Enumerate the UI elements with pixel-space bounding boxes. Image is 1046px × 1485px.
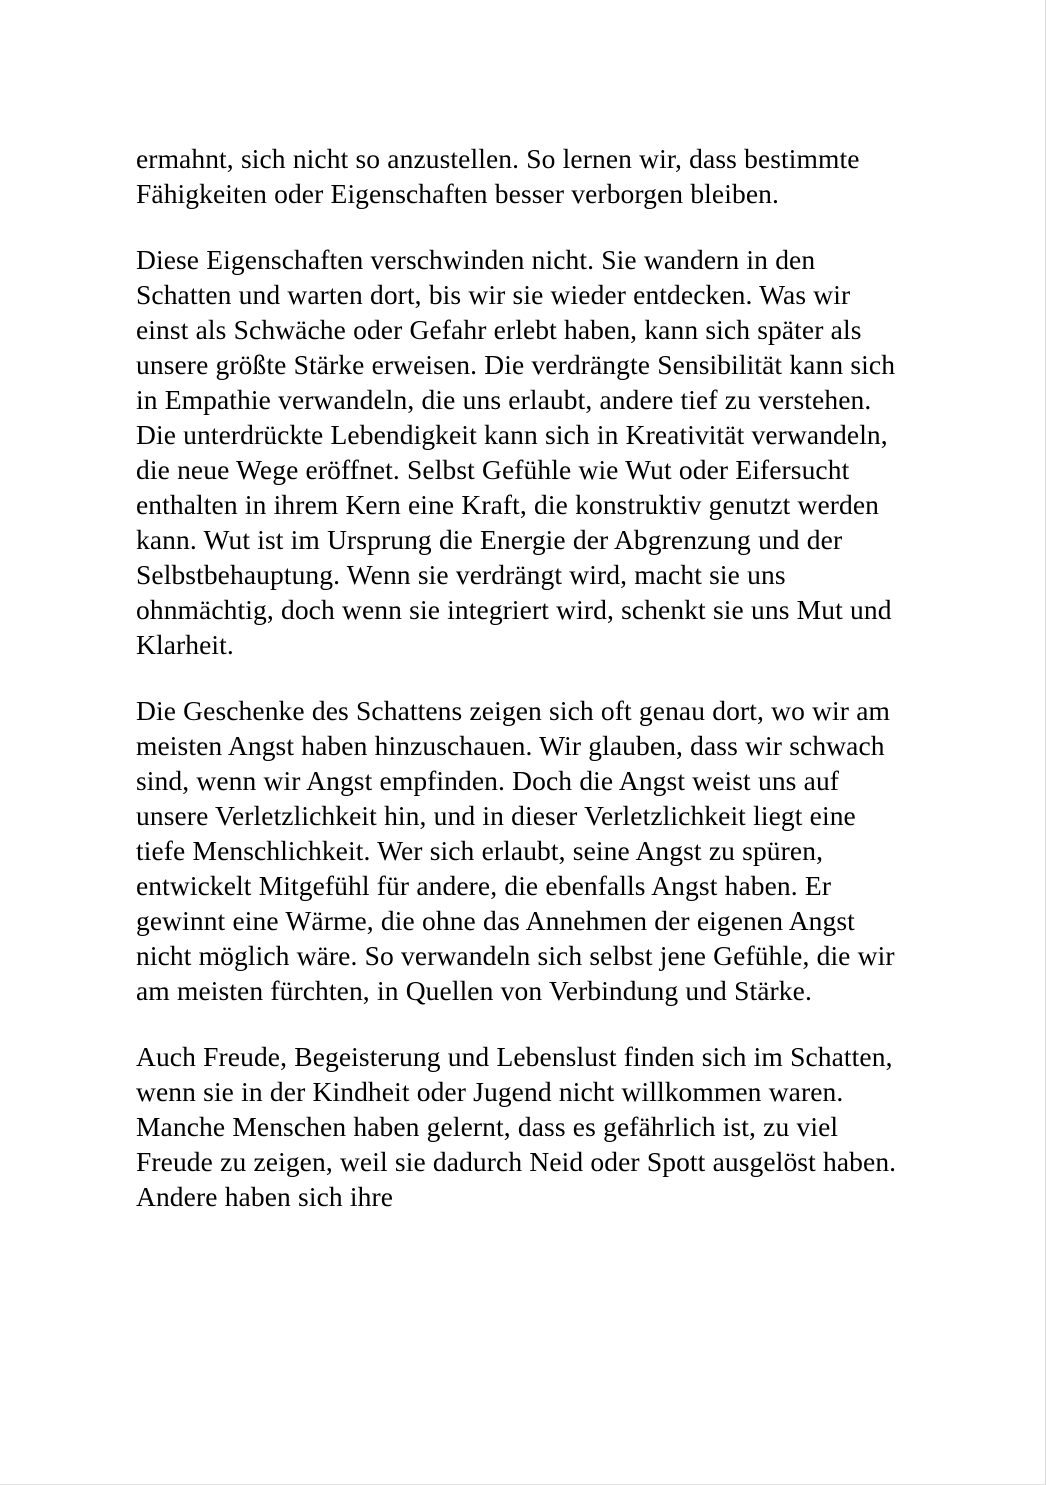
text-column: [136, 141, 908, 1214]
body-paragraph-2: Diese Eigenschaften verschwinden nicht. Sie wandern in den Schatten und warten dort, bis wir sie wieder entdecken. Was wir einst als Schwäche oder Gefahr erlebt haben, kann sich später als unsere größte Stärke erweisen. Die verdrängte Sensibilität kann sich in Empathie verwandeln, die uns erlaubt, andere tief zu verstehen. Die unterdrückte Lebendigkeit kann sich in Kreativität verwandeln, die neue Wege eröffnet. Selbst Gefühle wie Wut oder Eifersucht enthalten in ihrem Kern eine Kraft, die konstruktiv genutzt werden kann. Wut ist im Ursprung die Energie der Abgrenzung und der Selbstbehauptung. Wenn sie verdrängt wird, macht sie uns ohnmächtig, doch wenn sie integriert wird, schenkt sie uns Mut und Klarheit.: [136, 244, 896, 660]
body-paragraph-3: Die Geschenke des Schattens zeigen sich oft genau dort, wo wir am meisten Angst haben hinzuschauen. Wir glauben, dass wir schwach sind, wenn wir Angst empfinden. Doch die Angst weist uns auf unsere Verletzlichkeit hin, und in dieser Verletzlichkeit liegt eine tiefe Menschlichkeit. Wer sich erlaubt, seine Angst zu spüren, entwickelt Mitgefühl für andere, die ebenfalls Angst haben. Er gewinnt eine Wärme, die ohne das Annehmen der eigenen Angst nicht möglich wäre. So verwandeln sich selbst jene Gefühle, die wir am meisten fürchten, in Quellen von Verbindung und Stärke.: [136, 695, 895, 1006]
body-paragraph-1: ermahnt, sich nicht so anzustellen. So lernen wir, dass bestimmte Fähigkeiten oder Eigenschaften besser verborgen bleiben.: [136, 143, 860, 209]
body-paragraph-4: Auch Freude, Begeisterung und Lebenslust finden sich im Schatten, wenn sie in der Kindheit oder Jugend nicht willkommen waren. Manche Menschen haben gelernt, dass es gefährlich ist, zu viel Freude zu zeigen, weil sie dadurch Neid oder Spott ausgelöst haben. Andere haben sich ihre: [136, 1041, 897, 1212]
